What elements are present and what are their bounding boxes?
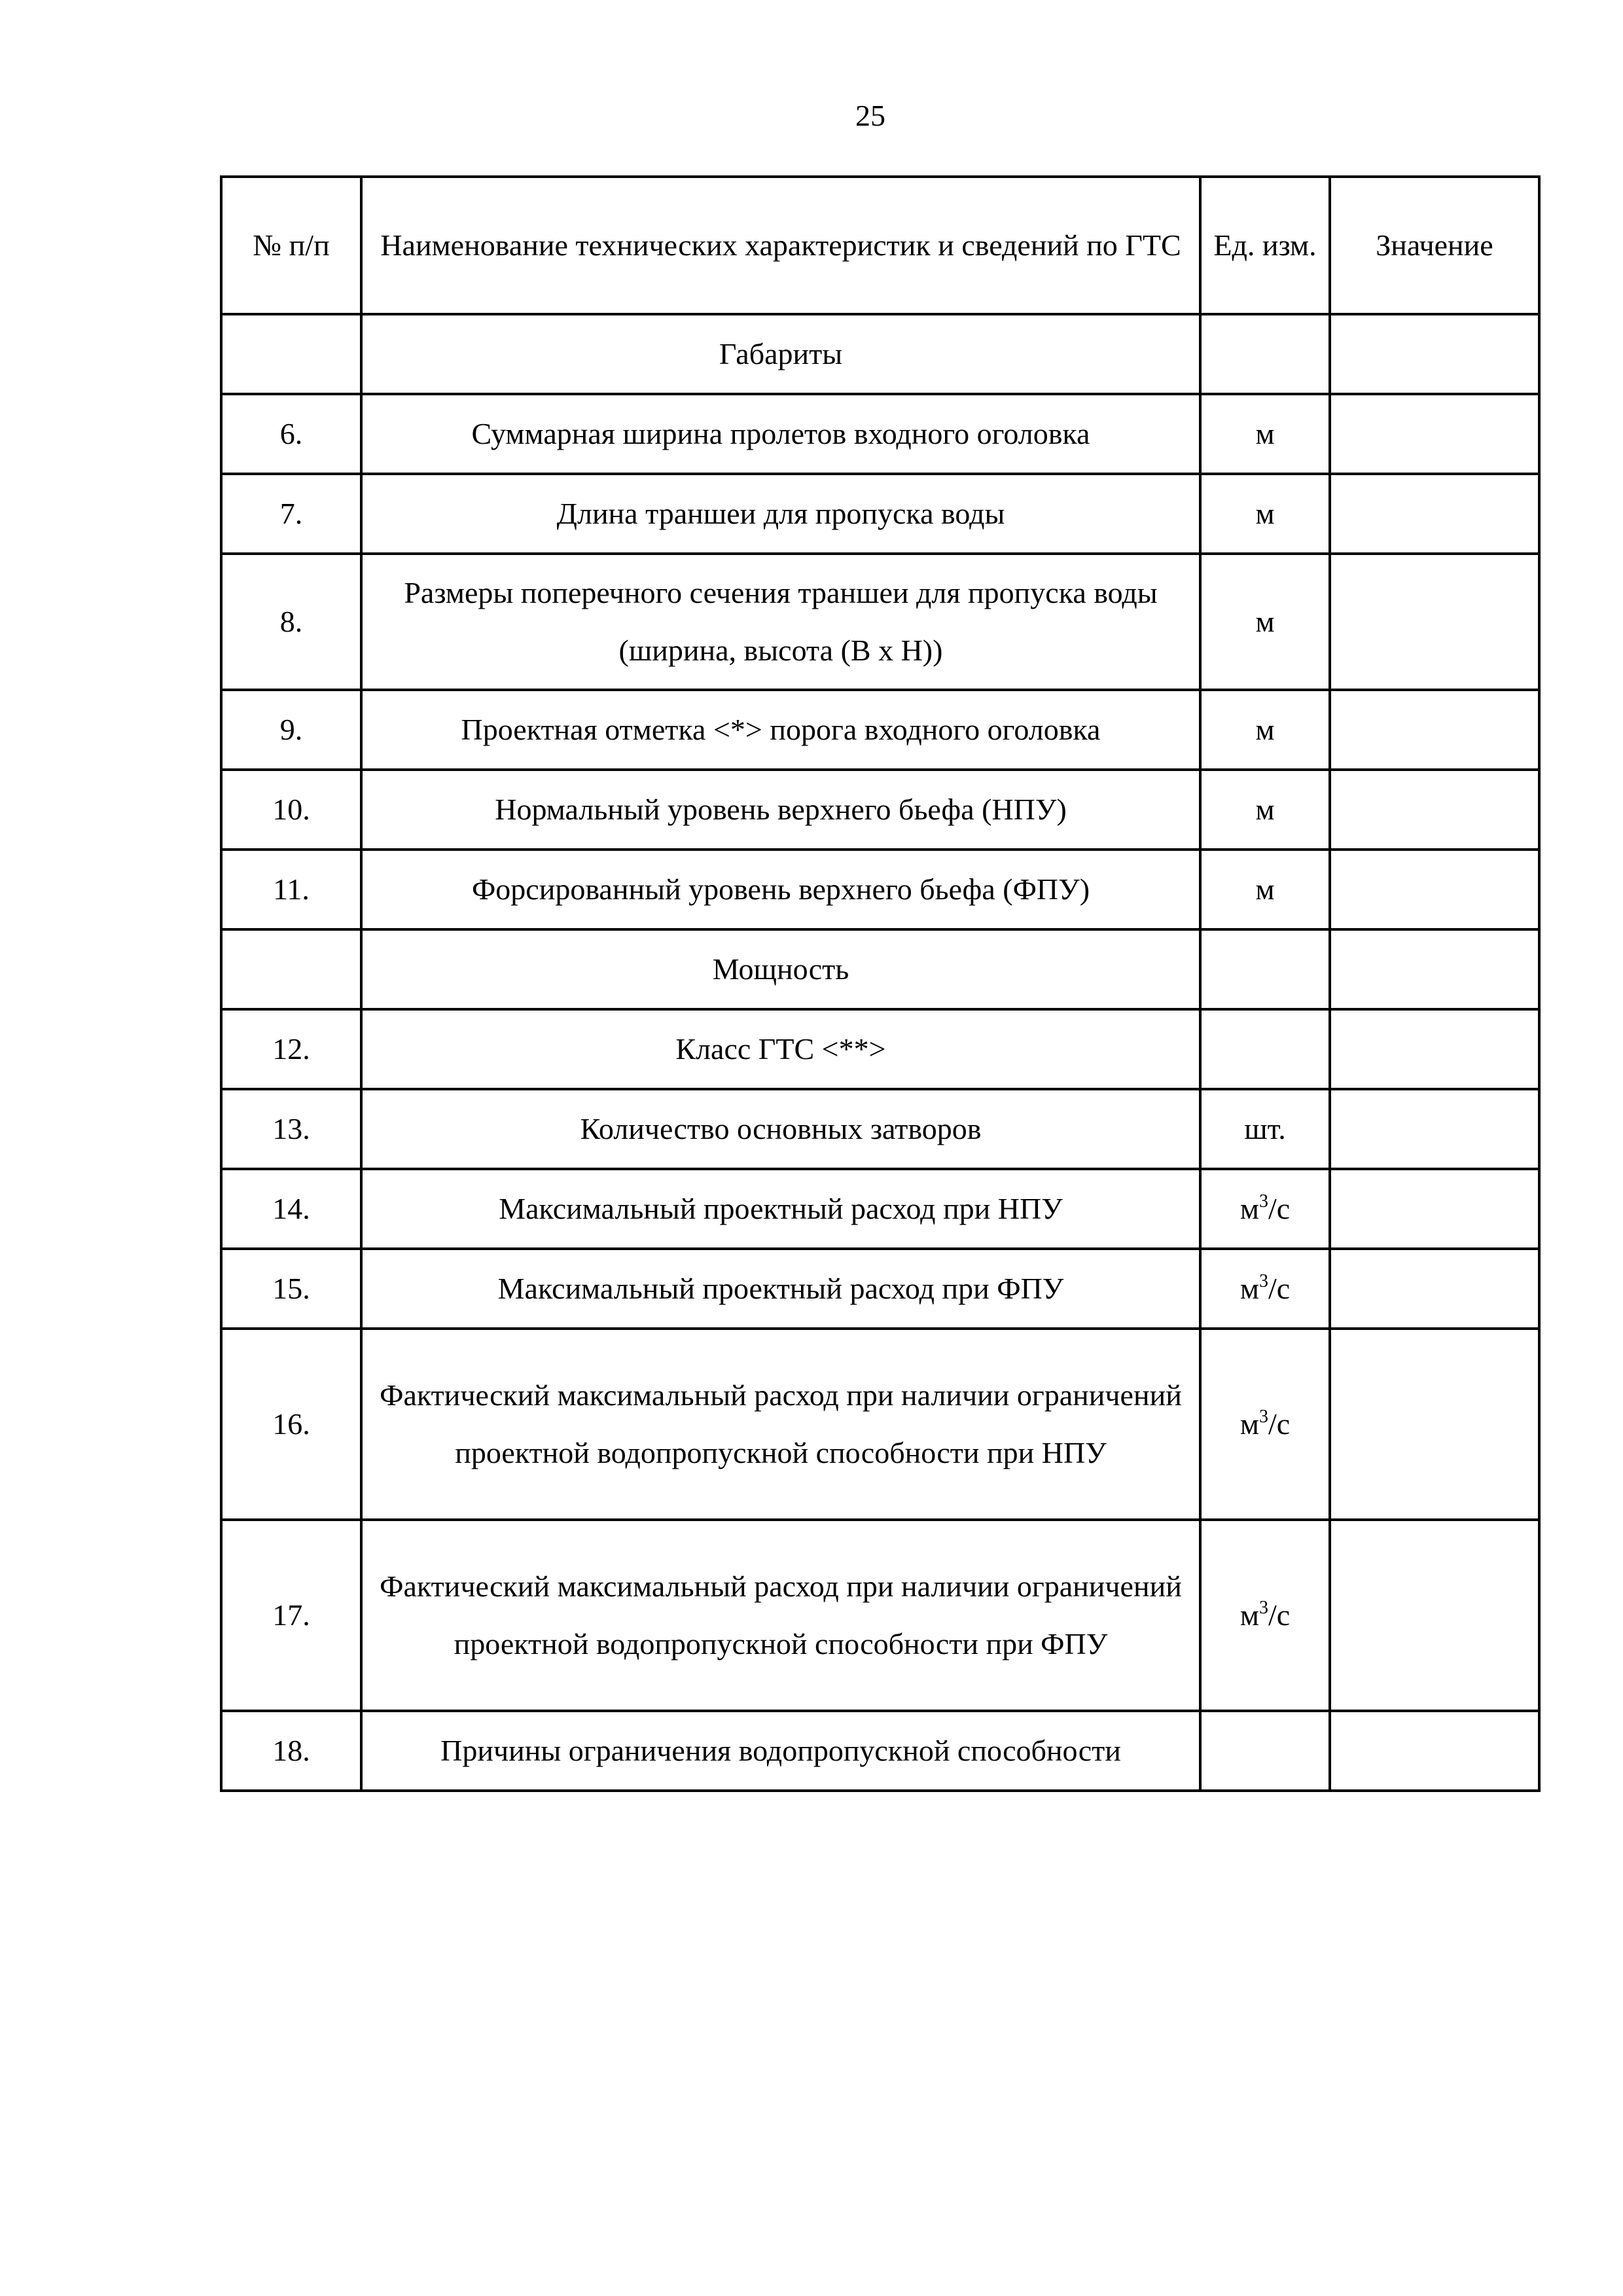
- row-name: Фактический максимальный расход при наличии ограничений проектной водопропускной способности при НПУ: [361, 1329, 1200, 1520]
- row-unit: м: [1200, 770, 1330, 850]
- row-unit: [1200, 1249, 1330, 1329]
- table-row: [221, 850, 1539, 929]
- row-name: Длина траншеи для пропуска воды: [361, 474, 1200, 554]
- header-name: Наименование технических характеристик и сведений по ГТС: [361, 177, 1200, 314]
- unit-base: м: [1240, 1407, 1259, 1441]
- row-unit: м: [1200, 394, 1330, 474]
- unit-base: м: [1240, 1272, 1259, 1305]
- section-num-cell: [221, 314, 361, 394]
- row-value: [1330, 394, 1539, 474]
- table-row: [221, 1249, 1539, 1329]
- unit-exponent: 3: [1258, 1271, 1268, 1291]
- table-row: [221, 394, 1539, 474]
- row-name: Максимальный проектный расход при НПУ: [361, 1169, 1200, 1249]
- table-header-row: [221, 177, 1539, 314]
- table-row: [221, 474, 1539, 554]
- row-num: 18.: [221, 1711, 361, 1791]
- row-name: Суммарная ширина пролетов входного оголовка: [361, 394, 1200, 474]
- section-num-cell: [221, 929, 361, 1009]
- unit-exponent: 3: [1258, 1191, 1268, 1211]
- row-name: Размеры поперечного сечения траншеи для пропуска воды (ширина, высота (В х Н)): [361, 554, 1200, 690]
- row-unit: [1200, 1169, 1330, 1249]
- row-value: [1330, 690, 1539, 770]
- row-num: 12.: [221, 1009, 361, 1089]
- table-row: [221, 1009, 1539, 1089]
- table-row: [221, 1520, 1539, 1711]
- row-value: [1330, 1169, 1539, 1249]
- row-num: 10.: [221, 770, 361, 850]
- row-num: 15.: [221, 1249, 361, 1329]
- row-name: Нормальный уровень верхнего бьефа (НПУ): [361, 770, 1200, 850]
- row-unit: м: [1200, 554, 1330, 690]
- row-num: 13.: [221, 1089, 361, 1169]
- table-row: [221, 554, 1539, 690]
- row-value: [1330, 1249, 1539, 1329]
- row-unit: м: [1200, 474, 1330, 554]
- row-value: [1330, 474, 1539, 554]
- row-unit: м: [1200, 850, 1330, 929]
- section-title: Мощность: [361, 929, 1200, 1009]
- unit-base: м: [1240, 1192, 1259, 1225]
- row-unit: шт.: [1200, 1089, 1330, 1169]
- row-unit: [1200, 1329, 1330, 1520]
- table-row: [221, 690, 1539, 770]
- row-name: Класс ГТС <**>: [361, 1009, 1200, 1089]
- row-value: [1330, 770, 1539, 850]
- row-num: 16.: [221, 1329, 361, 1520]
- section-title: Габариты: [361, 314, 1200, 394]
- section-row-capacity: [221, 929, 1539, 1009]
- row-num: 11.: [221, 850, 361, 929]
- header-value: Значение: [1330, 177, 1539, 314]
- row-name: Максимальный проектный расход при ФПУ: [361, 1249, 1200, 1329]
- section-value-cell: [1330, 929, 1539, 1009]
- row-num: 14.: [221, 1169, 361, 1249]
- characteristics-table: [220, 175, 1541, 1792]
- unit-exponent: 3: [1258, 1598, 1268, 1618]
- row-value: [1330, 1711, 1539, 1791]
- unit-tail: /с: [1268, 1192, 1291, 1225]
- section-unit-cell: [1200, 929, 1330, 1009]
- unit-tail: /с: [1268, 1598, 1291, 1632]
- table-row: [221, 1329, 1539, 1520]
- row-num: 17.: [221, 1520, 361, 1711]
- row-num: 7.: [221, 474, 361, 554]
- table-row: [221, 1089, 1539, 1169]
- unit-tail: /с: [1268, 1407, 1291, 1441]
- section-row-dimensions: [221, 314, 1539, 394]
- row-unit: [1200, 1520, 1330, 1711]
- page-number: 25: [855, 99, 885, 132]
- row-num: 9.: [221, 690, 361, 770]
- header-num: № п/п: [221, 177, 361, 314]
- row-value: [1330, 554, 1539, 690]
- header-unit: Ед. изм.: [1200, 177, 1330, 314]
- row-value: [1330, 1329, 1539, 1520]
- row-unit: [1200, 1009, 1330, 1089]
- row-value: [1330, 1089, 1539, 1169]
- row-name: Фактический максимальный расход при наличии ограничений проектной водопропускной способности при ФПУ: [361, 1520, 1200, 1711]
- row-name: Проектная отметка <*> порога входного оголовка: [361, 690, 1200, 770]
- unit-tail: /с: [1268, 1272, 1291, 1305]
- row-num: 8.: [221, 554, 361, 690]
- unit-exponent: 3: [1258, 1407, 1268, 1427]
- table-row: [221, 770, 1539, 850]
- row-num: 6.: [221, 394, 361, 474]
- section-unit-cell: [1200, 314, 1330, 394]
- row-name: Причины ограничения водопропускной способности: [361, 1711, 1200, 1791]
- section-value-cell: [1330, 314, 1539, 394]
- row-name: Форсированный уровень верхнего бьефа (ФПУ): [361, 850, 1200, 929]
- row-name: Количество основных затворов: [361, 1089, 1200, 1169]
- table-row: [221, 1169, 1539, 1249]
- row-value: [1330, 1520, 1539, 1711]
- row-value: [1330, 850, 1539, 929]
- row-value: [1330, 1009, 1539, 1089]
- row-unit: м: [1200, 690, 1330, 770]
- unit-base: м: [1240, 1598, 1259, 1632]
- table-row: [221, 1711, 1539, 1791]
- row-unit: [1200, 1711, 1330, 1791]
